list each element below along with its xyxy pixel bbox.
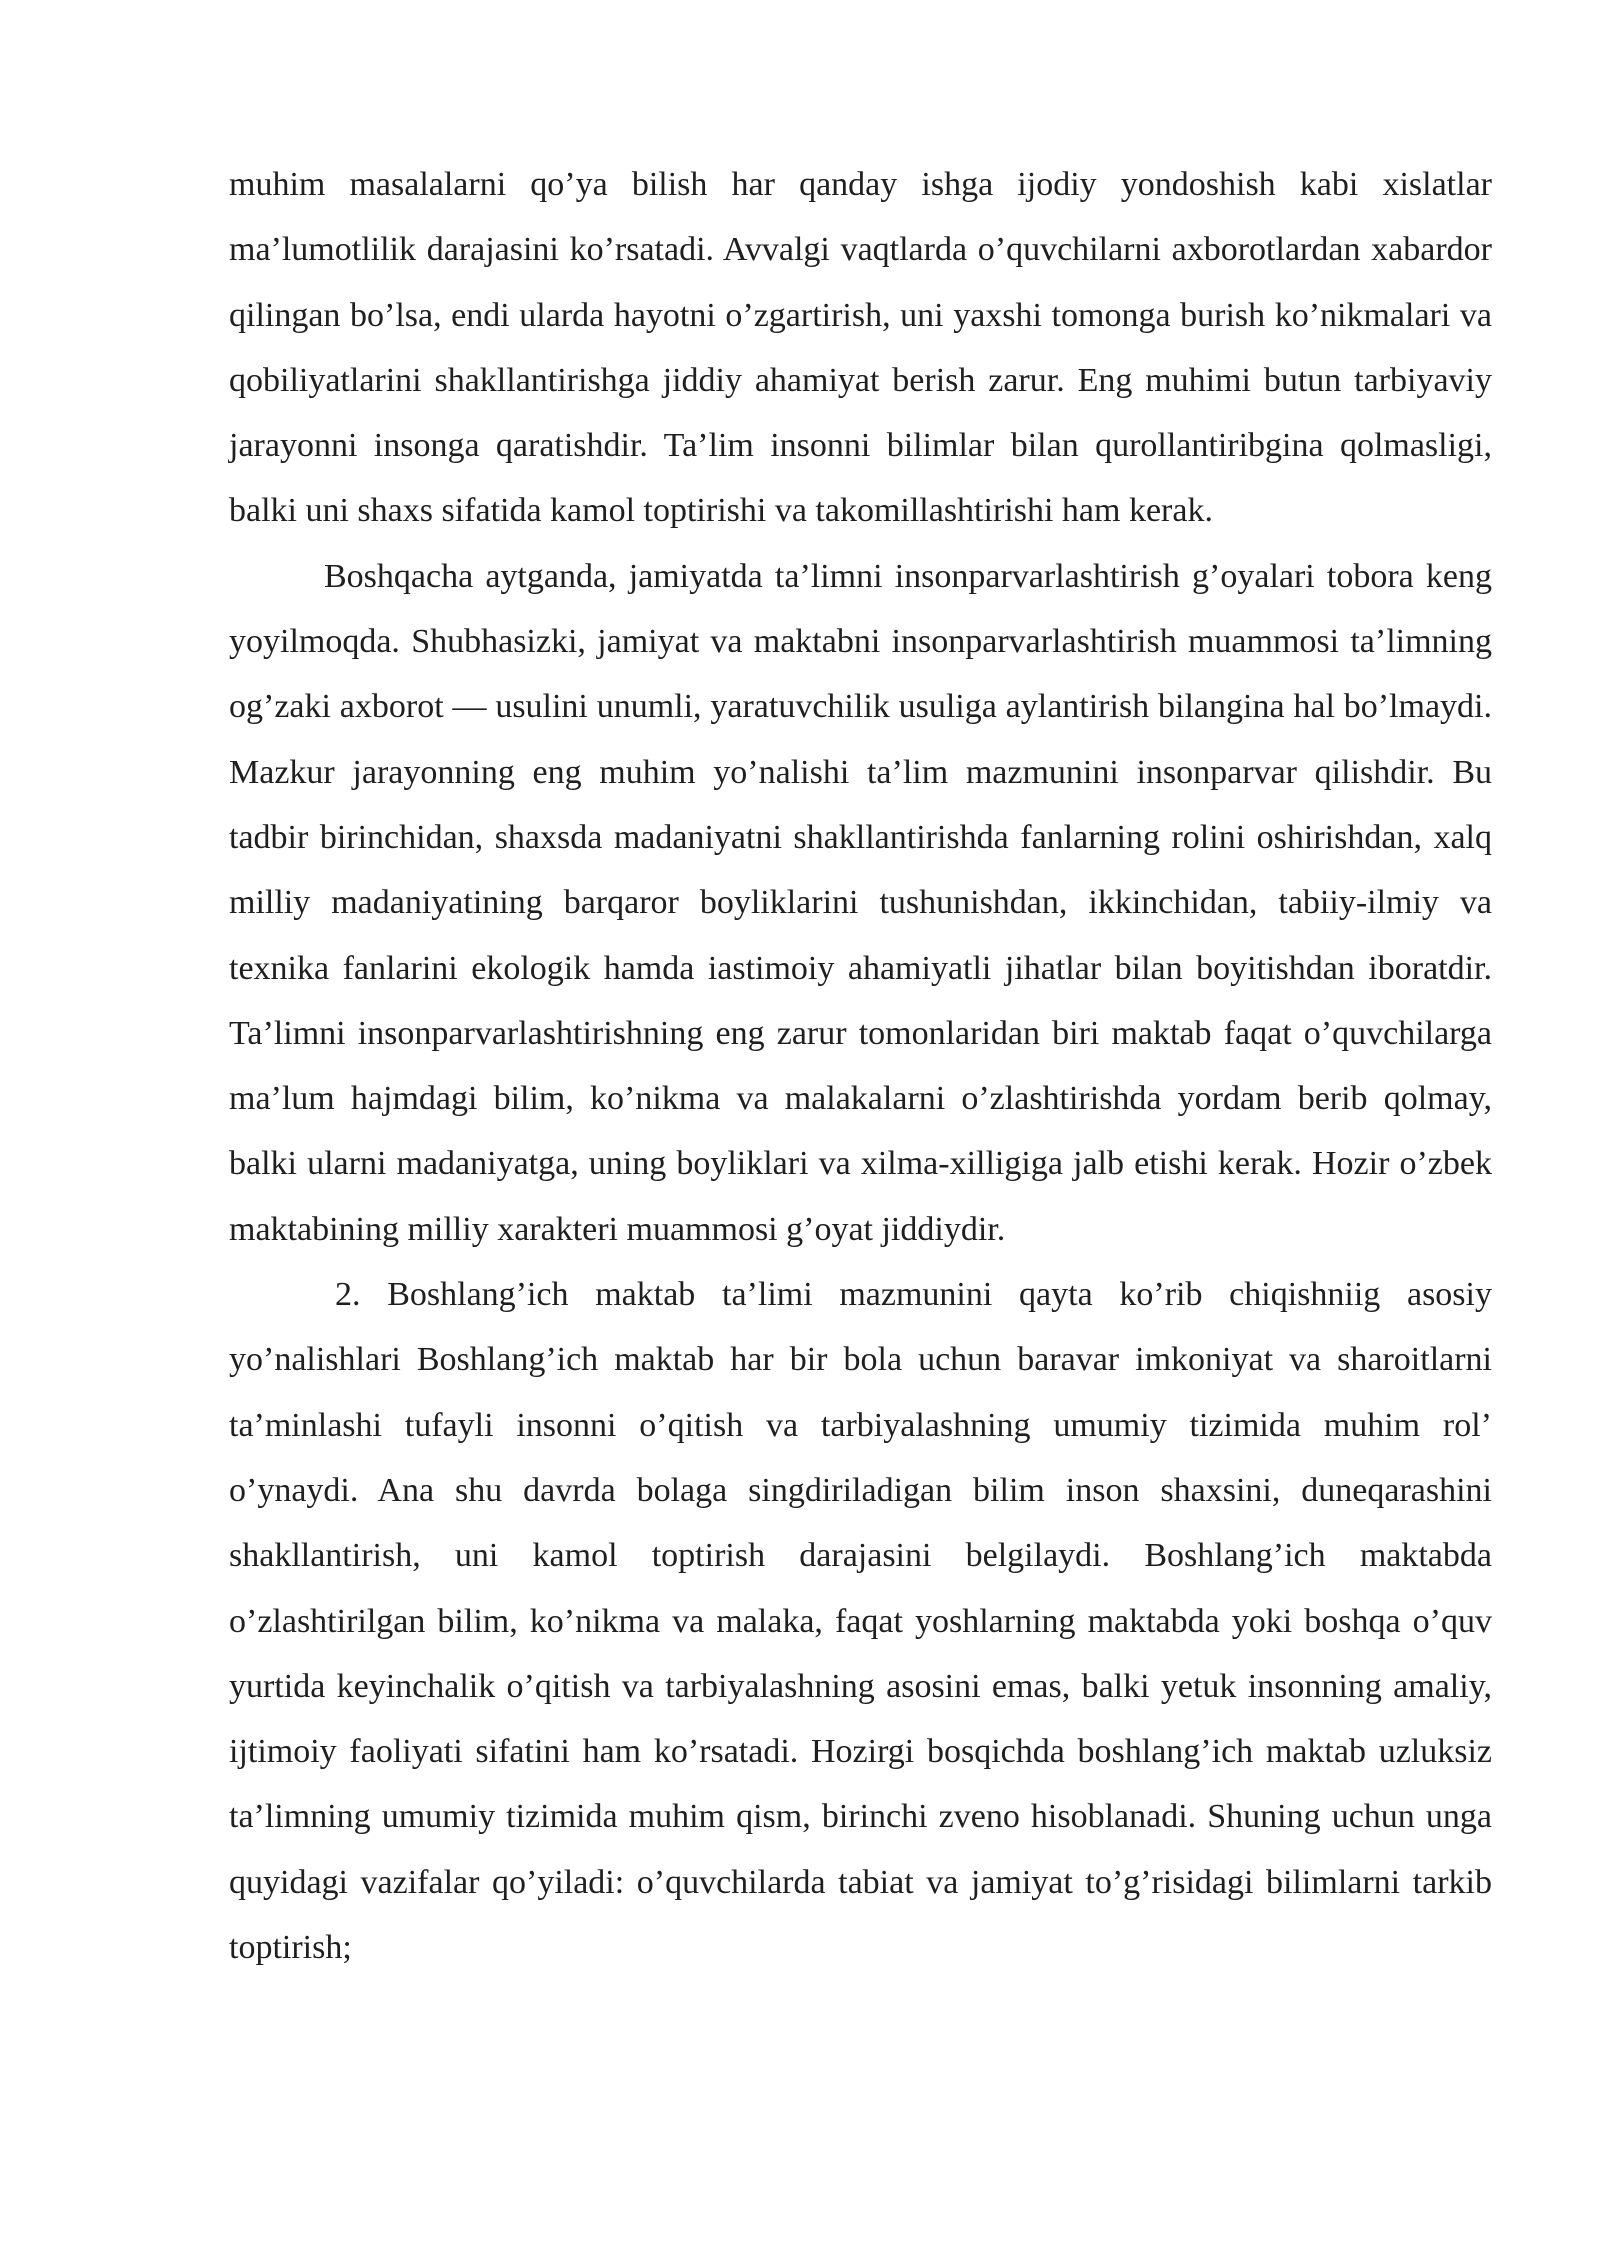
paragraph-primary-school-directions: 2. Boshlang’ich maktab ta’limi mazmunini qayta ko’rib chiqishniig asosiy yo’nalishlari Boshlang’ich maktab har bir bola uchun baravar imkoniyat va sharoitlarni ta’minlashi tufayli insonni o’qitish va tarbiyalashning umumiy tizimida muhim rol’ o’ynaydi. Ana shu davrda bolaga singdiriladigan bilim inson shaxsini, duneqarashini shakllantirish, uni kamol toptirish darajasini belgilaydi. Boshlang’ich maktabda o’zlashtirilgan bilim, ko’nikma va malaka, faqat yoshlarning maktabda yoki boshqa o’quv yurtida keyinchalik o’qitish va tarbiyalashning asosini emas, balki yetuk insonning amaliy, ijtimoiy faoliyati sifatini ham ko’rsatadi. Hozirgi bosqichda boshlang’ich maktab uzluksiz ta’limning umumiy tizimida muhim qism, birinchi zveno hisoblanadi. Shuning uchun unga quyidagi vazifalar qo’yiladi: o’quvchilarda tabiat va jamiyat to’g’risidagi bilimlarni tarkib toptirish; (229, 1276, 1492, 1967)
paragraph-humanization: Boshqacha aytganda, jamiyatda ta’limni insonparvarlashtirish g’oyalari tobora keng yoyilmoqda. Shubhasizki, jamiyat va maktabni insonparvarlashtirish muammosi ta’limning og’zaki axborot — usulini unumli, yaratuvchilik usuliga aylantirish bilangina hal bo’lmaydi. Mazkur jarayonning eng muhim yo’nalishi ta’lim mazmunini insonparvar qilishdir. Bu tadbir birinchidan, shaxsda madaniyatni shakllantirishda fanlarning rolini oshirishdan, xalq milliy madaniyatining barqaror boyliklarini tushunishdan, ikkinchidan, tabiiy-ilmiy va texnika fanlarini ekologik hamda iastimoiy ahamiyatli jihatlar bilan boyitishdan iboratdir. Ta’limni insonparvarlashtirishning eng zarur tomonlaridan biri maktab faqat o’quvchilarga ma’lum hajmdagi bilim, ko’nikma va malakalarni o’zlashtirishda yordam berib qolmay, balki ularni madaniyatga, uning boyliklari va xilma-xilligiga jalb etishi kerak. Hozir o’zbek maktabining milliy xarakteri muammosi g’oyat jiddiydir. (229, 557, 1492, 1248)
document-body (229, 152, 1492, 1980)
paragraph-continuation: muhim masalalarni qo’ya bilish har qanday ishga ijodiy yondoshish kabi xislatlar ma’lumotlilik darajasini ko’rsatadi. Avvalgi vaqtlarda o’quvchilarni axborotlardan xabardor qilingan bo’lsa, endi ularda hayotni o’zgartirish, uni yaxshi tomonga burish ko’nikmalari va qobiliyatlarini shakllantirishga jiddiy ahamiyat berish zarur. Eng muhimi butun tarbiyaviy jarayonni insonga qaratishdir. Ta’lim insonni bilimlar bilan qurollantiribgina qolmasligi, balki uni shaxs sifatida kamol toptirishi va takomillashtirishi ham kerak. (229, 166, 1492, 530)
